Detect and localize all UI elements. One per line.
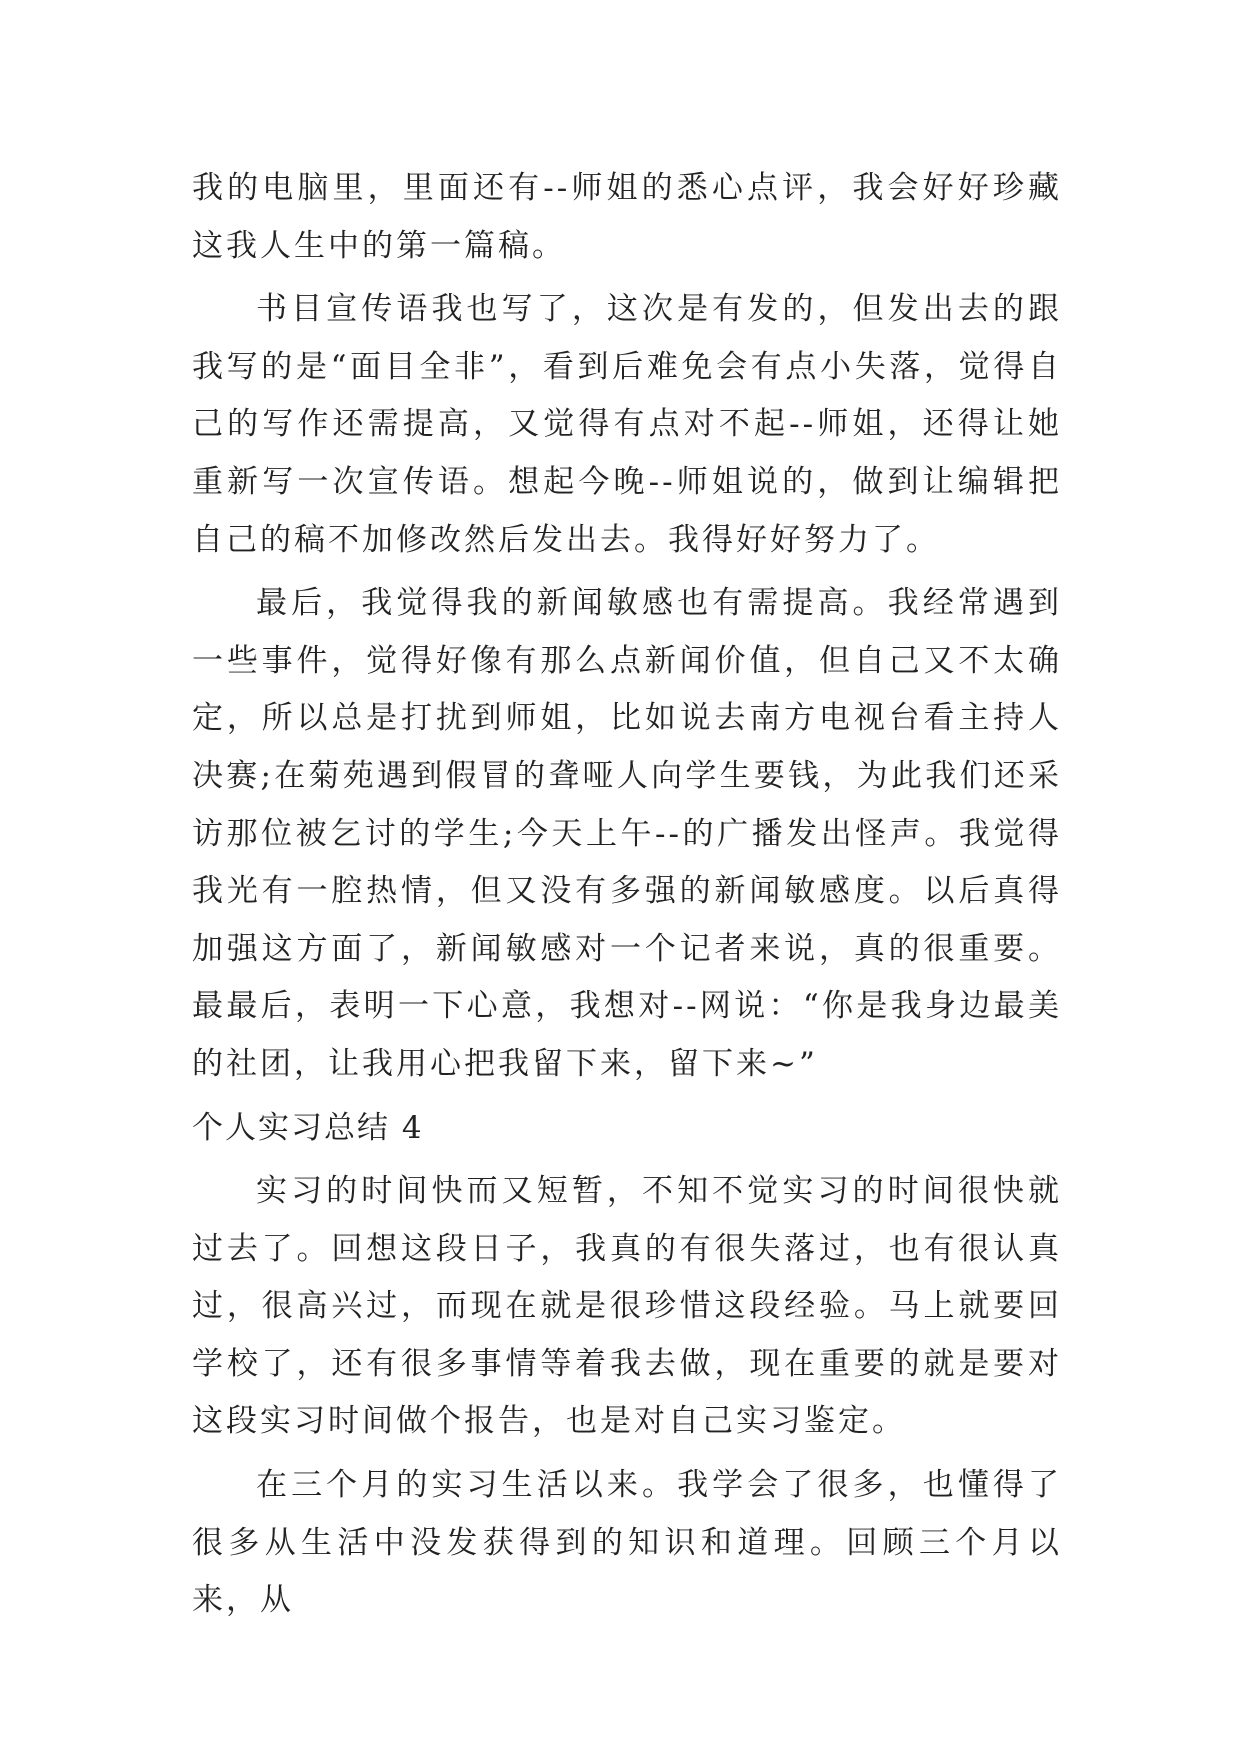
document-body [192,160,1062,1636]
paragraph-5: 在三个月的实习生活以来。我学会了很多，也懂得了很多从生活中没发获得到的知识和道理。回顾三个月以来，从 [192,1467,1062,1619]
paragraph-1: 我的电脑里，里面还有--师姐的悉心点评，我会好好珍藏这我人生中的第一篇稿。 [192,170,1062,264]
section-heading: 个人实习总结 4 [192,1109,424,1146]
paragraph-4: 实习的时间快而又短暂，不知不觉实习的时间很快就过去了。回想这段日子，我真的有很失落过，也有很认真过，很高兴过，而现在就是很珍惜这段经验。马上就要回学校了，还有很多事情等着我去做，现在重要的就是要对这段实习时间做个报告，也是对自己实习鉴定。 [192,1173,1062,1440]
paragraph-3: 最后，我觉得我的新闻敏感也有需提高。我经常遇到一些事件，觉得好像有那么点新闻价值，但自己又不太确定，所以总是打扰到师姐，比如说去南方电视台看主持人决赛;在菊苑遇到假冒的聋哑人向学生要钱，为此我们还采访那位被乞讨的学生;今天上午--的广播发出怪声。我觉得我光有一腔热情，但又没有多强的新闻敏感度。以后真得加强这方面了，新闻敏感对一个记者来说，真的很重要。最最后，表明一下心意，我想对--网说：“你是我身边最美的社团，让我用心把我留下来，留下来~” [192,585,1062,1082]
paragraph-2: 书目宣传语我也写了，这次是有发的，但发出去的跟我写的是“面目全非”，看到后难免会有点小失落，觉得自己的写作还需提高，又觉得有点对不起--师姐，还得让她重新写一次宣传语。想起今晚--师姐说的，做到让编辑把自己的稿不加修改然后发出去。我得好好努力了。 [192,291,1062,558]
